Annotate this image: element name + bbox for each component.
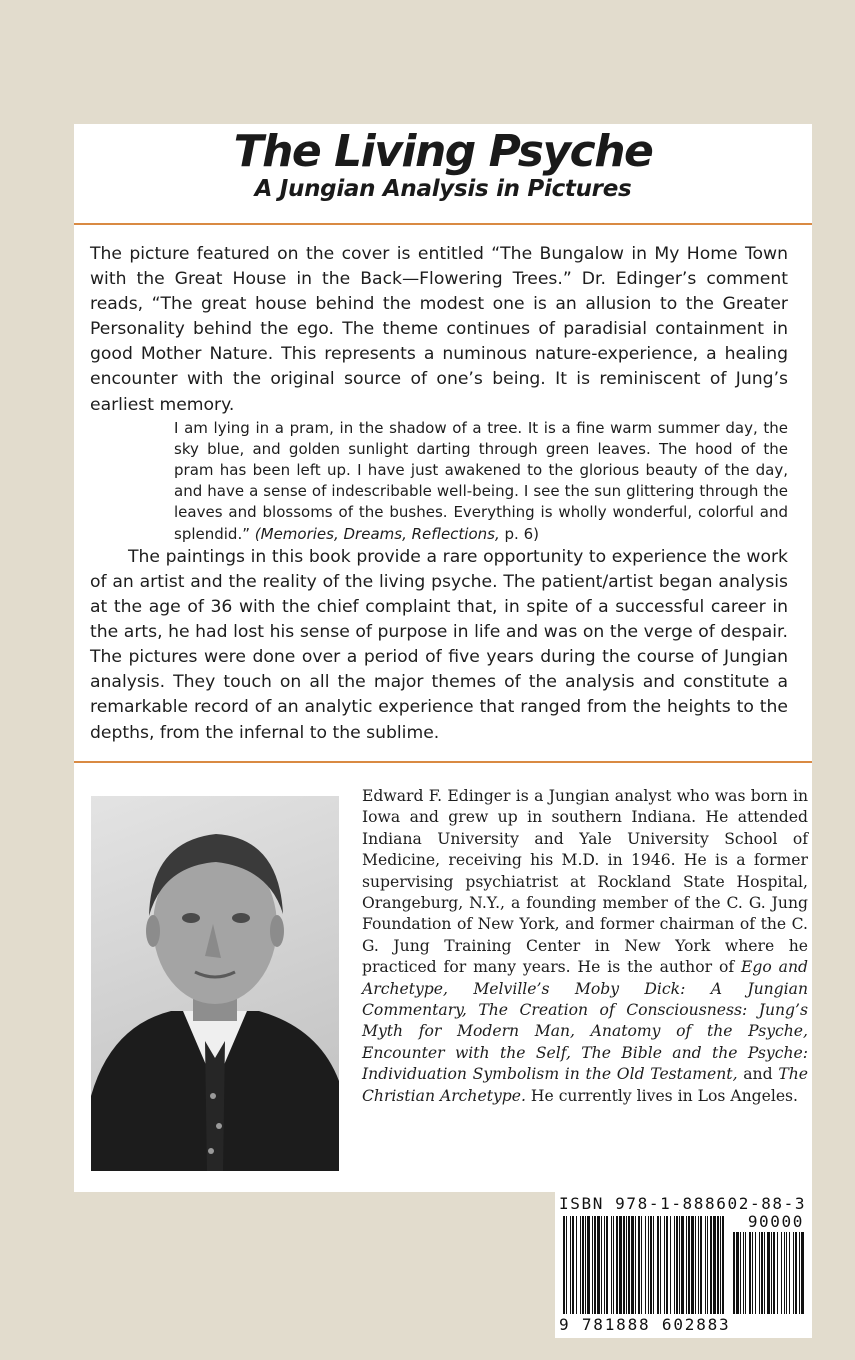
price-barcode-bar — [743, 1232, 744, 1314]
barcode-bar — [664, 1216, 665, 1314]
barcode-box — [555, 1192, 812, 1338]
blurb-paragraph-1: The picture featured on the cover is entitled “The Bungalow in My Home Town with the Great House in the Back—Flowering Trees.” Dr. Edinger’s comment reads, “The great house behind the modest one is an allusion to the Greater Personality behind the ego. The theme continues of paradisial containment in good Mother Nature. This represents a numinous nature-experience, a healing encounter with the original source of one’s being. It is reminiscent of Jung’s earliest memory. — [90, 244, 788, 415]
barcode-bar — [601, 1216, 602, 1314]
book-subtitle: A Jungian Analysis in Pictures — [254, 176, 632, 202]
barcode-bar — [616, 1216, 618, 1314]
price-barcode-bar — [786, 1232, 787, 1314]
barcode-bar — [710, 1216, 712, 1314]
back-cover-panel — [74, 124, 812, 1192]
bio-intro: Edward F. Edinger is a Jungian analyst who was born in Iowa and grew up in southern Indiana. He attended Indiana University and Yale University School of Medicine, receiving his M.D. in 1946. He is a former supervising psychiatrist at Rockland State Hospital, Orangeburg, N.Y., a founding member of the C. G. Jung Foundation of New York, and former chairman of the C. G. Jung Training Center in New York where he practiced for many years. He is the author of — [362, 787, 808, 977]
barcode-bar — [660, 1216, 661, 1314]
barcode-bar — [611, 1216, 612, 1314]
barcode-bar — [674, 1216, 675, 1314]
price-barcode-bar — [740, 1232, 741, 1314]
price-barcode-bar — [749, 1232, 751, 1314]
barcode-bar — [613, 1216, 614, 1314]
price-barcode-bar — [777, 1232, 778, 1314]
barcode-bar — [653, 1216, 654, 1314]
barcode-bar — [648, 1216, 649, 1314]
barcode-bar — [681, 1216, 684, 1314]
barcode-bar — [676, 1216, 678, 1314]
barcode-bar — [707, 1216, 708, 1314]
blurb-paragraph-2: The paintings in this book provide a rare opportunity to experience the work of an artist and the reality of the living psyche. The patient/artist began analysis at the age of 36 with the chief complaint that, in spite of a successful career in the arts, he had lost his sense of purpose in life and was on the verge of despair. The pictures were done over a period of five years during the course of Jungian analysis. They touch on all the major themes of the analysis and constitute a remarkable record of an analytic experience that ranged from the heights to the depths, from the infernal to the sublime. — [90, 546, 788, 743]
barcode-bar — [563, 1216, 565, 1314]
price-barcode-bar — [771, 1232, 772, 1314]
barcode-bar — [626, 1216, 627, 1314]
barcode-bar — [594, 1216, 596, 1314]
bio-works: Ego and Archetype, Melville’s Moby Dick: A Jungian Commentary, The Creation of Consciousness: Jung’s Myth for Modern Man, Anatomy of the Psyche, Encounter with the Self, The Bible and the Psyche: Individuation Symbolism in the Old Testament, — [362, 958, 808, 1084]
barcode-bar — [566, 1216, 567, 1314]
author-bio — [362, 786, 808, 1107]
price-barcode-bar — [793, 1232, 794, 1314]
price-barcode-bar — [759, 1232, 760, 1314]
bio-and: and — [743, 1065, 773, 1084]
barcode-bar — [657, 1216, 659, 1314]
isbn-number: ISBN 978-1-888602-88-3 — [559, 1194, 807, 1213]
divider-middle — [74, 761, 812, 763]
price-barcode-bar — [736, 1232, 739, 1314]
barcode-bar — [587, 1216, 590, 1314]
divider-top — [74, 223, 812, 225]
quote-citation: (Memories, Dreams, Reflections, — [254, 524, 500, 543]
price-barcode-bar — [784, 1232, 785, 1314]
barcode-bar — [635, 1216, 636, 1314]
barcode-bar — [606, 1216, 608, 1314]
barcode-bar — [666, 1216, 668, 1314]
barcode-bar — [700, 1216, 702, 1314]
author-portrait-image — [91, 796, 339, 1171]
barcode-bar — [619, 1216, 622, 1314]
price-barcode-bar — [745, 1232, 746, 1314]
barcode-bar — [691, 1216, 694, 1314]
price-barcode-bar — [781, 1232, 782, 1314]
price-barcode-bar — [773, 1232, 775, 1314]
barcode-bar — [572, 1216, 574, 1314]
barcode-bar — [585, 1216, 586, 1314]
quote-text: I am lying in a pram, in the shadow of a tree. It is a fine warm summer day, the sky blue, and golden sunlight darting through green leaves. The hood of the pram has been left up. I have just awakened to the glorious beauty of the day, and have a sense of indescribable well-being. I see the sun glittering through the leaves and blossoms of the bushes. Everything is wholly wonderful, colorful and splendid.” — [174, 418, 788, 543]
barcode-bar — [597, 1216, 600, 1314]
book-title: The Living Psyche — [233, 126, 653, 177]
ean-digits: 9 781888 602883 — [559, 1315, 731, 1334]
jung-quote — [174, 418, 788, 545]
price-barcode-bar — [799, 1232, 800, 1314]
barcode-bar — [592, 1216, 593, 1314]
barcode-bar — [604, 1216, 605, 1314]
barcode-bar — [686, 1216, 687, 1314]
barcode-bar — [720, 1216, 721, 1314]
barcode-bar — [645, 1216, 646, 1314]
barcode-bar — [722, 1216, 724, 1314]
price-code: 90000 — [747, 1212, 804, 1231]
barcode-bar — [670, 1216, 671, 1314]
price-barcode-bar — [764, 1232, 765, 1314]
barcode-bar — [698, 1216, 699, 1314]
barcode-bar — [650, 1216, 652, 1314]
barcode-bar — [679, 1216, 680, 1314]
barcode-bar — [688, 1216, 690, 1314]
quote-page: p. 6) — [504, 524, 539, 543]
barcode-bar — [641, 1216, 642, 1314]
barcode-bar — [623, 1216, 625, 1314]
price-barcode-bar — [801, 1232, 804, 1314]
barcode-bar — [576, 1216, 577, 1314]
barcode-bar — [717, 1216, 719, 1314]
price-barcode-bar — [752, 1232, 753, 1314]
price-barcode-bar — [767, 1232, 770, 1314]
price-barcode-bar — [789, 1232, 790, 1314]
price-barcode-bar — [761, 1232, 763, 1314]
barcode-bar — [580, 1216, 581, 1314]
barcode-bar — [631, 1216, 634, 1314]
blurb — [90, 242, 788, 746]
barcode-bar — [582, 1216, 584, 1314]
price-barcode-bar — [795, 1232, 797, 1314]
price-barcode-bar — [755, 1232, 756, 1314]
author-photo — [91, 796, 339, 1171]
barcode-bar — [705, 1216, 706, 1314]
barcode-bar — [695, 1216, 696, 1314]
bio-last-work: The Christian Archetype. — [362, 1065, 808, 1105]
barcode-bar — [628, 1216, 630, 1314]
barcode-bar — [570, 1216, 571, 1314]
price-barcode-bar — [733, 1232, 735, 1314]
bio-end: He currently lives in Los Angeles. — [530, 1086, 799, 1105]
barcode-bar — [638, 1216, 640, 1314]
barcode-bar — [713, 1216, 716, 1314]
